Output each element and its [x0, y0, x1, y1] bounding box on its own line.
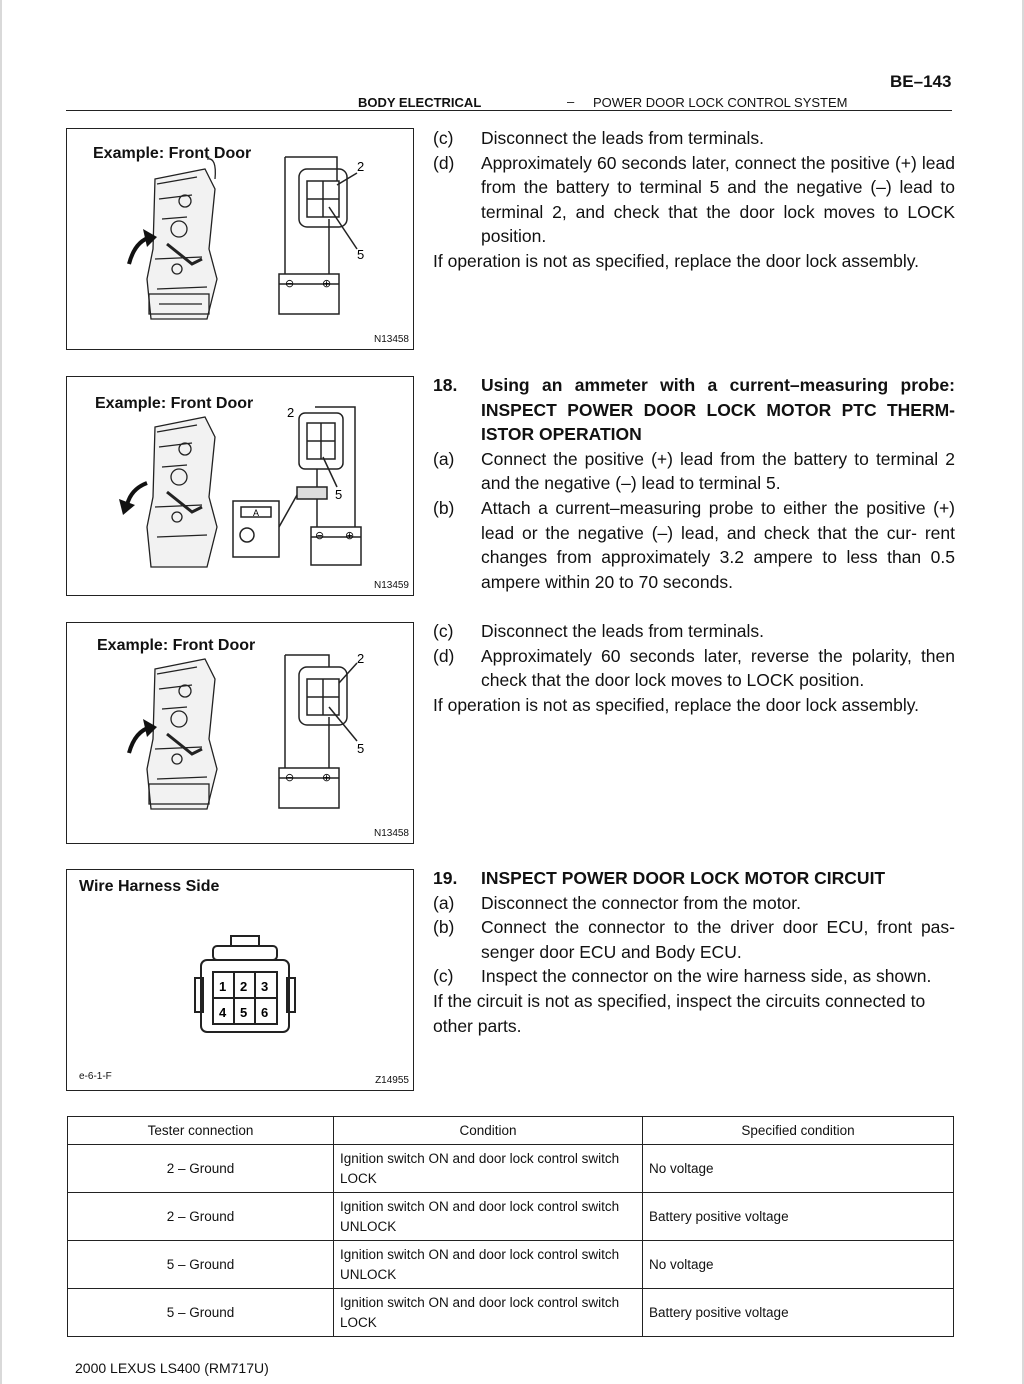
instructions-block-1 [433, 126, 955, 274]
pin-2: 2 [240, 979, 248, 994]
step-heading: 19. INSPECT POWER DOOR LOCK MOTOR CIRCUIT [433, 868, 886, 888]
step-19 [433, 866, 955, 1038]
figure-front-door-reverse [66, 622, 414, 844]
pin-3: 3 [261, 979, 269, 994]
list-item: (c) Inspect the connector on the wire harness side, as shown. [433, 966, 932, 987]
list-item: (d) Approximately 60 seconds later, connect the positive (+) lead from the battery to terminal 5 and the negative (–) lead to terminal 2, and check that the door lock moves to LOCK position. [433, 152, 955, 247]
figure-code: N13458 [373, 334, 409, 345]
ammeter-diagram [67, 377, 413, 595]
figure-ammeter-test [66, 376, 414, 596]
header-system: POWER DOOR LOCK CONTROL SYSTEM [593, 95, 848, 110]
svg-text:⊕: ⊕ [322, 771, 332, 784]
figure-code: Z14955 [375, 1075, 409, 1086]
column-header: Tester connection [68, 1117, 334, 1145]
table-row [68, 1289, 954, 1337]
pin-4: 4 [219, 1005, 227, 1020]
page-edge-left [0, 0, 2, 1384]
table-row [68, 1193, 954, 1241]
terminal-label-2: 2 [357, 651, 365, 666]
note-text: If the circuit is not as specified, inspect the circuits connected to other parts. [433, 990, 926, 1036]
list-item: (a) Disconnect the connector from the motor. [433, 892, 802, 913]
figure-title: Example: Front Door [95, 395, 254, 412]
note-text: If operation is not as specified, replace the door lock assembly. [433, 694, 920, 715]
table-cell: 2 – Ground [68, 1193, 334, 1241]
note-text: If operation is not as specified, replace the door lock assembly. [433, 250, 920, 271]
door-lock-lock-diagram [67, 129, 413, 349]
table-row [68, 1145, 954, 1193]
table-cell: Ignition switch ON and door lock control switch LOCK [334, 1145, 643, 1193]
terminal-label-2: 2 [287, 405, 295, 420]
specification-table [67, 1116, 954, 1337]
table-row [68, 1241, 954, 1289]
list-item: (c) Disconnect the leads from terminals. [433, 621, 765, 641]
figure-title: Example: Front Door [97, 637, 256, 654]
figure-code: N13458 [373, 828, 409, 839]
pin-6: 6 [261, 1005, 269, 1020]
table-cell: No voltage [643, 1145, 954, 1193]
list-item: (a) Connect the positive (+) lead from the battery to terminal 2 and the negative (–) lead to terminal 5. [433, 448, 955, 494]
table-cell: 2 – Ground [68, 1145, 334, 1193]
instructions-block-3 [433, 619, 955, 717]
list-item: (d) Approximately 60 seconds later, reverse the polarity, then check that the door lock moves to LOCK position. [433, 645, 955, 691]
terminal-label-2: 2 [357, 159, 365, 174]
meter-label: A [253, 508, 260, 518]
terminal-label-5: 5 [357, 247, 365, 262]
svg-text:⊖: ⊖ [315, 529, 325, 542]
list-item: (b) Connect the connector to the driver door ECU, front pas- senger door ECU and Body ECU. [433, 917, 955, 962]
page-footer: 2000 LEXUS LS400 (RM717U) [75, 1360, 269, 1376]
table-cell: Ignition switch ON and door lock control switch LOCK [334, 1289, 643, 1337]
terminal-label-5: 5 [335, 487, 343, 502]
figure-code-left: e-6-1-F [79, 1071, 112, 1082]
table-cell: 5 – Ground [68, 1241, 334, 1289]
figure-front-door-lock [66, 128, 414, 350]
figure-title: Example: Front Door [93, 145, 252, 162]
figure-title: Wire Harness Side [79, 878, 220, 895]
svg-text:⊖: ⊖ [285, 771, 295, 784]
header-section: BODY ELECTRICAL [358, 95, 482, 110]
table-cell: Ignition switch ON and door lock control switch UNLOCK [334, 1241, 643, 1289]
step-heading: 18. Using an ammeter with a current–measuring probe: INSPECT POWER DOOR LOCK MOTOR PTC THERM- ISTOR OPERATION [433, 375, 955, 445]
running-header [66, 94, 952, 111]
page-number: BE–143 [890, 72, 952, 91]
table-cell: Battery positive voltage [643, 1289, 954, 1337]
column-header: Condition [334, 1117, 643, 1145]
door-lock-reverse-diagram [67, 623, 413, 843]
column-header: Specified condition [643, 1117, 954, 1145]
pin-1: 1 [219, 979, 227, 994]
list-item: (c) Disconnect the leads from terminals. [433, 128, 765, 148]
svg-text:⊖: ⊖ [285, 277, 295, 290]
connector-diagram [67, 870, 413, 1090]
step-18 [433, 373, 955, 594]
terminal-label-5: 5 [357, 741, 365, 756]
table-cell: 5 – Ground [68, 1289, 334, 1337]
table-cell: No voltage [643, 1241, 954, 1289]
table-cell: Ignition switch ON and door lock control switch UNLOCK [334, 1193, 643, 1241]
pin-5: 5 [240, 1005, 248, 1020]
header-dash: – [567, 94, 575, 109]
svg-text:⊕: ⊕ [345, 529, 355, 542]
table-header-row [68, 1117, 954, 1145]
list-item: (b) Attach a current–measuring probe to either the positive (+) lead or the negative (–) lead, and check that the cur- rent changes from approximately 3.2 ampere to less than 0.5 ampere within 20 to 70 seconds. [433, 497, 955, 592]
svg-text:⊕: ⊕ [322, 277, 332, 290]
table-cell: Battery positive voltage [643, 1193, 954, 1241]
figure-code: N13459 [373, 580, 409, 591]
figure-wire-harness [66, 869, 414, 1091]
